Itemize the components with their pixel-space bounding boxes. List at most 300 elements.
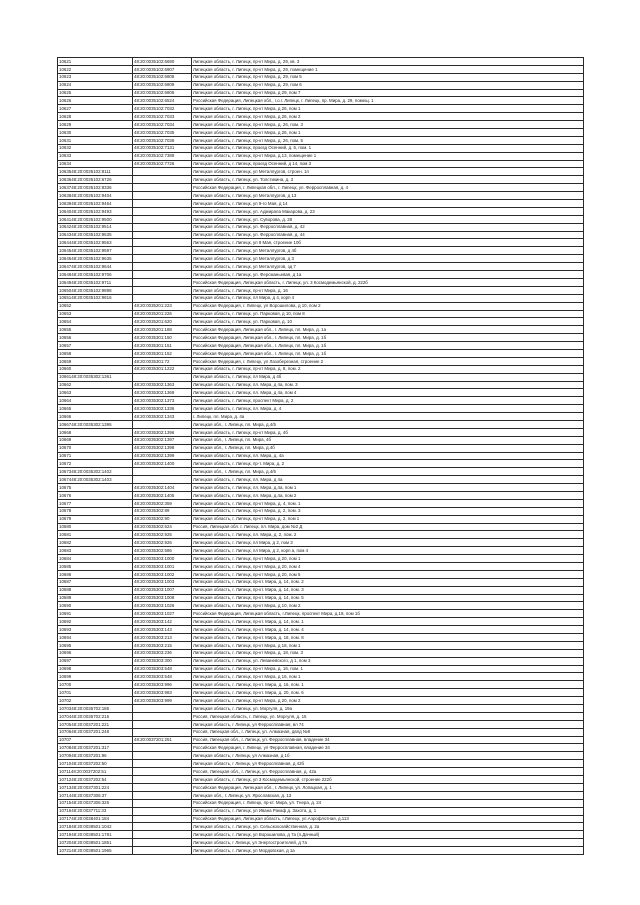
table-row <box>58 539 584 547</box>
table-row <box>58 302 584 310</box>
address-cell: Российская Федерация, г. Липецк, ул Ферросплавная, владение 34 <box>192 744 584 752</box>
object-cadastral-number: 48:20:0035102:7034 <box>133 121 192 129</box>
table-row <box>58 531 584 539</box>
object-cadastral-number <box>133 200 192 208</box>
address-cell: Липецкая область, г Липецк, ул Алмазная, д 1б <box>192 752 584 760</box>
plot-cadastral-number: 48:20:0035102:9898 <box>71 287 112 293</box>
table-row <box>58 847 584 855</box>
row-number: 10714 <box>59 792 72 798</box>
address-cell: Липецкая область, г Липецк, ул Энергостроителей, д 7а <box>192 839 584 847</box>
object-cadastral-number <box>133 744 192 752</box>
row-number-cell <box>58 468 133 476</box>
row-number: 10703 <box>59 705 72 711</box>
row-number-cell <box>58 286 133 294</box>
address-cell: Липецкая область, г. Липецк, ул Металлургов, зд 7 <box>192 263 584 271</box>
row-number-cell <box>58 349 133 357</box>
address-cell: Липецкая область, г. Липецк, пр-кт Мира, д. 2, пом. 3 <box>192 507 584 515</box>
table-row <box>58 436 584 444</box>
address-cell: Липецкая область, г. Липецк, пл. Мира, д. 2, пом. 2 <box>192 531 584 539</box>
object-cadastral-number: 48:20:0035102:6690 <box>133 58 192 66</box>
object-cadastral-number: 48:20:0035303:143 <box>133 626 192 634</box>
row-number-cell <box>58 712 133 720</box>
table-row <box>58 129 584 137</box>
plot-cadastral-number: 48:20:0035102:9500 <box>71 216 112 222</box>
row-number-cell <box>58 365 133 373</box>
row-number-cell <box>58 357 133 365</box>
table-row <box>58 247 584 255</box>
row-number-cell <box>58 310 133 318</box>
plot-cadastral-number: 48:20:0035102:8336 <box>71 184 112 190</box>
row-number: 10652 <box>59 303 72 309</box>
row-number: 10677 <box>59 500 72 506</box>
row-number: 10632 <box>59 145 72 151</box>
object-cadastral-number <box>133 728 192 736</box>
object-cadastral-number <box>133 294 192 302</box>
row-number: 10693 <box>59 626 72 632</box>
address-cell: Липецкая область, г. Липецк, пл Мира, д 4, корп 4 <box>192 294 584 302</box>
address-cell: Липецкая область, г. Липецк, пр-кт Мира, д. 26, пом. 3 <box>192 121 584 129</box>
row-number-cell <box>58 570 133 578</box>
object-cadastral-number <box>133 286 192 294</box>
object-cadastral-number: 48:20:0035302:1369 <box>133 389 192 397</box>
row-number-cell <box>58 207 133 215</box>
object-cadastral-number <box>133 815 192 823</box>
row-number: 10655 <box>59 326 72 332</box>
object-cadastral-number: 48:20:0035302:1373 <box>133 397 192 405</box>
row-number-cell <box>58 618 133 626</box>
object-cadastral-number: 48:20:0035302:359 <box>133 499 192 507</box>
address-cell: Липецкая область, г. Липецк, пр-кт. Мира, д. 18, пом. 8 <box>192 634 584 642</box>
table-row <box>58 555 584 563</box>
object-cadastral-number: 48:20:0035302:1398 <box>133 444 192 452</box>
row-number: 10687 <box>59 579 72 585</box>
table-row <box>58 97 584 105</box>
address-cell: Российская Федерация, г. Липецкая обл., г. Липецк, ул. Ферросплавная, д. 4 <box>192 184 584 192</box>
row-number-cell <box>58 705 133 713</box>
plot-cadastral-number: 48:20:0037711:33 <box>71 808 107 814</box>
row-number-cell <box>58 594 133 602</box>
object-cadastral-number <box>133 271 192 279</box>
row-number: 10639 <box>59 200 72 206</box>
table-row <box>58 389 584 397</box>
object-cadastral-number <box>133 420 192 428</box>
table-row <box>58 334 584 342</box>
plot-cadastral-number: 48:20:0035302:1361 <box>71 374 112 380</box>
address-cell: Липецкая область, г. Липецк, проезд Осенний, д. 5, пом. 1 <box>192 144 584 152</box>
row-number-cell <box>58 783 133 791</box>
table-row <box>58 594 584 602</box>
row-number: 10709 <box>59 753 72 759</box>
row-number: 10695 <box>59 642 72 648</box>
table-row <box>58 570 584 578</box>
row-number-cell <box>58 231 133 239</box>
registry-table-body <box>58 58 584 855</box>
table-row <box>58 776 584 784</box>
table-row <box>58 689 584 697</box>
object-cadastral-number: 48:20:0035102:7033 <box>133 113 192 121</box>
table-row <box>58 294 584 302</box>
row-number-cell <box>58 641 133 649</box>
row-number-cell <box>58 215 133 223</box>
address-cell: Россия, Липецкая обл., г. Липецк, ул. Ферросплавная, владение 34 <box>192 736 584 744</box>
table-row <box>58 349 584 357</box>
address-cell: Липецкая область, г. Липецк, ул Мордовская, д 1а <box>192 847 584 855</box>
row-number-cell <box>58 247 133 255</box>
row-number: 10716 <box>59 808 72 814</box>
row-number: 10686 <box>59 571 72 577</box>
address-cell: Липецкая область, г. Липецк, пр-кт. Мира, д. 20, пом. 6 <box>192 689 584 697</box>
table-row <box>58 65 584 73</box>
table-row <box>58 744 584 752</box>
address-cell: Липецкая область, г. Липецк, ул. Ферсманьевая, д 1а <box>192 271 584 279</box>
row-number: 10715 <box>59 800 72 806</box>
row-number-cell <box>58 634 133 642</box>
table-row <box>58 626 584 634</box>
table-row <box>58 215 584 223</box>
table-row <box>58 176 584 184</box>
table-row <box>58 578 584 586</box>
table-row <box>58 160 584 168</box>
plot-cadastral-number: 48:20:0035102:9711 <box>71 279 112 285</box>
row-number-cell <box>58 334 133 342</box>
table-row <box>58 634 584 642</box>
row-number-cell <box>58 689 133 697</box>
object-cadastral-number: 48:20:0035302:925 <box>133 531 192 539</box>
object-cadastral-number <box>133 184 192 192</box>
row-number-cell <box>58 278 133 286</box>
address-cell: Липецкая область, г. Липецк, пр-кт Мира, д 16, пом 1 <box>192 673 584 681</box>
row-number: 10647 <box>59 263 72 269</box>
address-cell: Российская Федерация, г. Липецк, ул Ворошилова, д 10, пом 2 <box>192 302 584 310</box>
object-cadastral-number: 48:20:0035102:7032 <box>133 105 192 113</box>
row-number-cell <box>58 697 133 705</box>
object-cadastral-number: 48:20:0035302:1405 <box>133 491 192 499</box>
address-cell: Липецкая область, г. Липецк, ул Ивана Ракаф д. Захота, д. 1 <box>192 807 584 815</box>
row-number: 10660 <box>59 366 72 372</box>
row-number: 10638 <box>59 192 72 198</box>
row-number-cell <box>58 476 133 484</box>
object-cadastral-number: 48:20:0035102:7036 <box>133 136 192 144</box>
address-cell: Липецкая область, г. Липецк, пр-кт Мира, д. 16, пом. 1 <box>192 665 584 673</box>
address-cell: Липецкая область, г. Липецк, пл Мира, д 2, корп а, пом 4 <box>192 547 584 555</box>
table-row <box>58 231 584 239</box>
row-number-cell <box>58 444 133 452</box>
row-number-cell <box>58 420 133 428</box>
row-number-cell <box>58 807 133 815</box>
object-cadastral-number <box>133 231 192 239</box>
address-cell: Липецкая область, г. Липецк, пр-кт Мира, д 20, пом 1 <box>192 555 584 563</box>
address-cell: Липецкая область, г. Липецк, пр-кт Мира, д 20, пом 4 <box>192 563 584 571</box>
row-number: 10702 <box>59 697 72 703</box>
table-row <box>58 586 584 594</box>
row-number: 10684 <box>59 555 72 561</box>
object-cadastral-number: 48:20:0035201:188 <box>133 326 192 334</box>
object-cadastral-number: 48:20:0035302:90 <box>133 515 192 523</box>
object-cadastral-number: 48:20:0035301:1222 <box>133 365 192 373</box>
object-cadastral-number: 48:20:0035302:1399 <box>133 452 192 460</box>
row-number: 10707 <box>59 737 72 743</box>
address-cell: Липецкая область, г. Липецк, пр-кт Мира, д 18, пом 1 <box>192 641 584 649</box>
table-row <box>58 81 584 89</box>
row-number: 10664 <box>59 397 72 403</box>
object-cadastral-number <box>133 768 192 776</box>
row-number-cell <box>58 460 133 468</box>
address-cell: Липецкая область, г. Липецк, пр-кт Мира, д 29, пом 7 <box>192 89 584 97</box>
plot-cadastral-number: 48:20:0035102:6726 <box>71 177 112 183</box>
table-row <box>58 484 584 492</box>
address-cell: Липецкая область, г. Липецк, пр-кт Мира, д 20, пом 5 <box>192 570 584 578</box>
row-number-cell <box>58 255 133 263</box>
row-number-cell <box>58 602 133 610</box>
row-number: 10694 <box>59 634 72 640</box>
table-row <box>58 681 584 689</box>
row-number-cell <box>58 381 133 389</box>
table-row <box>58 263 584 271</box>
row-number: 10663 <box>59 390 72 396</box>
row-number-cell <box>58 539 133 547</box>
row-number: 10720 <box>59 839 72 845</box>
object-cadastral-number <box>133 278 192 286</box>
row-number-cell <box>58 752 133 760</box>
table-row <box>58 184 584 192</box>
row-number-cell <box>58 294 133 302</box>
row-number: 10699 <box>59 674 72 680</box>
row-number-cell <box>58 239 133 247</box>
row-number: 10621 <box>59 58 72 64</box>
address-cell: Липецкая область, г. Липецк, ул Ворошилова, д 7а (п.Дачный) <box>192 831 584 839</box>
plot-cadastral-number: 48:20:0035102:9706 <box>71 271 112 277</box>
address-cell: Липецкая область, г. Липецк, пл Мира, д 2, пом 3 <box>192 539 584 547</box>
address-cell: г. Липецк, пл. Мира, д. 4а <box>192 413 584 421</box>
address-cell: Липецкая область, г. Липецк, пр-кт Мира, д. 4, пом. 1 <box>192 499 584 507</box>
row-number-cell <box>58 839 133 847</box>
object-cadastral-number <box>133 712 192 720</box>
table-row <box>58 121 584 129</box>
row-number: 10675 <box>59 484 72 490</box>
object-cadastral-number: 48:20:0035301:150 <box>133 334 192 342</box>
object-cadastral-number <box>133 847 192 855</box>
address-cell: Липецкая область, г. Липецк, ул 9 Мая, строение 10б <box>192 239 584 247</box>
address-cell: Липецкая область, г. Липецк, ул Металлургов, д 13 <box>192 192 584 200</box>
object-cadastral-number <box>133 468 192 476</box>
object-cadastral-number: 48:20:0035301:151 <box>133 342 192 350</box>
table-row <box>58 697 584 705</box>
table-row <box>58 476 584 484</box>
table-row <box>58 405 584 413</box>
object-cadastral-number: 48:20:0035102:6809 <box>133 81 192 89</box>
object-cadastral-number <box>133 807 192 815</box>
row-number: 10690 <box>59 603 72 609</box>
row-number: 10671 <box>59 453 72 459</box>
address-cell: Российская Федерация, Липецкая обл., г. Липецк, пл. Мира, д. 1б <box>192 349 584 357</box>
table-row <box>58 791 584 799</box>
table-row <box>58 720 584 728</box>
row-number-cell <box>58 144 133 152</box>
row-number: 10633 <box>59 153 72 159</box>
object-cadastral-number: 48:20:0035302:1363 <box>133 381 192 389</box>
address-cell: Россия, Липецкая обл., г. Липецк, ул. Ферросплавная, д. 42а <box>192 768 584 776</box>
row-number: 10646 <box>59 255 72 261</box>
address-cell: Липецкая область, г. Липецк, ул. Моргуля, д. 19а <box>192 705 584 713</box>
address-cell: Липецкая область, г. Липецк, пр-кт Мира, д 26, пом 1 <box>192 129 584 137</box>
table-row <box>58 192 584 200</box>
address-cell: Липецкая обл., г. Липецк, пл. Мира, д.4/5 <box>192 420 584 428</box>
row-number-cell <box>58 768 133 776</box>
row-number: 10643 <box>59 232 72 238</box>
address-cell: Липецкая обл., г. Липецк, пл. Мира, д.4/6 <box>192 468 584 476</box>
row-number-cell <box>58 160 133 168</box>
row-number: 10668 <box>59 429 72 435</box>
plot-cadastral-number: 48:20:0037202:50 <box>71 760 107 766</box>
row-number-cell <box>58 65 133 73</box>
row-number: 10635 <box>59 169 72 175</box>
row-number-cell <box>58 373 133 381</box>
row-number-cell <box>58 815 133 823</box>
table-row <box>58 113 584 121</box>
row-number: 10706 <box>59 729 72 735</box>
address-cell: Российская Федерация, Липецкая обл., г. Липецк, пл. Мира, д. 1б <box>192 342 584 350</box>
row-number: 10649 <box>59 279 72 285</box>
table-row <box>58 326 584 334</box>
table-row <box>58 665 584 673</box>
table-row <box>58 373 584 381</box>
table-row <box>58 673 584 681</box>
object-cadastral-number: 48:20:0035303:548 <box>133 665 192 673</box>
row-number: 10622 <box>59 66 72 72</box>
row-number: 10701 <box>59 689 72 695</box>
table-row <box>58 255 584 263</box>
object-cadastral-number: 48:20:0035102:7131 <box>133 144 192 152</box>
row-number: 10676 <box>59 492 72 498</box>
row-number-cell <box>58 681 133 689</box>
object-cadastral-number <box>133 752 192 760</box>
object-cadastral-number <box>133 839 192 847</box>
row-number-cell <box>58 263 133 271</box>
row-number: 10644 <box>59 240 72 246</box>
row-number-cell <box>58 515 133 523</box>
table-row <box>58 768 584 776</box>
address-cell: Липецкая область, г. Липецк, ул 9-го Мая, д 14 <box>192 200 584 208</box>
object-cadastral-number: 48:20:0035303:1008 <box>133 594 192 602</box>
table-row <box>58 641 584 649</box>
row-number: 10654 <box>59 319 72 325</box>
table-row <box>58 207 584 215</box>
table-row <box>58 223 584 231</box>
table-row <box>58 657 584 665</box>
address-cell: Россия, Липецкая область, г. Липецк, ул. Моргуля, д. 15 <box>192 712 584 720</box>
object-cadastral-number <box>133 476 192 484</box>
row-number: 10630 <box>59 129 72 135</box>
table-row <box>58 89 584 97</box>
row-number-cell <box>58 736 133 744</box>
address-cell: Липецкая область, г. Липецк, пл. Мира, д 4а, пом 4 <box>192 389 584 397</box>
plot-cadastral-number: 48:20:0035302:1403 <box>71 476 112 482</box>
object-cadastral-number: 48:20:0035302:1397 <box>133 436 192 444</box>
object-cadastral-number <box>133 776 192 784</box>
object-cadastral-number <box>133 705 192 713</box>
row-number: 10719 <box>59 831 72 837</box>
object-cadastral-number: 48:20:0035302:586 <box>133 547 192 555</box>
object-cadastral-number <box>133 799 192 807</box>
row-number-cell <box>58 436 133 444</box>
row-number-cell <box>58 200 133 208</box>
registry-table <box>57 57 584 855</box>
table-row <box>58 752 584 760</box>
table-row <box>58 58 584 66</box>
plot-cadastral-number: 48:20:0037306:326 <box>71 800 110 806</box>
address-cell: Липецкая область, г Липецк, ул Ферросплавная, вл 74 <box>192 720 584 728</box>
table-row <box>58 460 584 468</box>
row-number-cell <box>58 555 133 563</box>
row-number: 10661 <box>59 374 72 380</box>
plot-cadastral-number: 48:20:0035102:9493 <box>71 208 112 214</box>
row-number: 10700 <box>59 682 72 688</box>
plot-cadastral-number: 48:20:0035102:9535 <box>71 232 112 238</box>
table-row <box>58 168 584 176</box>
table-row <box>58 831 584 839</box>
address-cell: Российская Федерация, Липецкая обл., г.о.г. Липецк, г. Липецк, пр. Мира, д. 29, помещ. 1 <box>192 97 584 105</box>
row-number-cell <box>58 649 133 657</box>
row-number: 10640 <box>59 208 72 214</box>
address-cell: Липецкая область, г. Липецк, ул Металлургов, д 4б <box>192 247 584 255</box>
row-number: 10698 <box>59 666 72 672</box>
object-cadastral-number: 48:20:0035303:300 <box>133 657 192 665</box>
table-row <box>58 728 584 736</box>
table-row <box>58 397 584 405</box>
object-cadastral-number <box>133 760 192 768</box>
plot-cadastral-number: 48:20:0035102:9464 <box>71 200 112 206</box>
address-cell: Российская Федерация, Липецкая область, г.Липецк, ул.Аэрофлотная, д.113 <box>192 815 584 823</box>
row-number-cell <box>58 105 133 113</box>
plot-cadastral-number: 48:20:0037201:317 <box>71 745 110 751</box>
address-cell: Липецкая область, г. Липецк, пр-кт. Мира, д. 14, пом. 2 <box>192 578 584 586</box>
plot-cadastral-number: 48:20:0035702:215 <box>71 713 110 719</box>
address-cell: Липецкая область, г. Липецк, пл. Мира, д 4а <box>192 476 584 484</box>
object-cadastral-number: 48:20:0035102:7389 <box>133 152 192 160</box>
address-cell: Липецкая область, г. Липецк, пр-кт. Мира, д. 14, пом. 1 <box>192 618 584 626</box>
object-cadastral-number: 48:20:0035201:223 <box>133 302 192 310</box>
address-cell: Липецкая область, г. Липецк, ул Металлургов, д 3 <box>192 255 584 263</box>
row-number: 10634 <box>59 161 72 167</box>
object-cadastral-number <box>133 215 192 223</box>
table-row <box>58 563 584 571</box>
row-number: 10656 <box>59 334 72 340</box>
row-number: 10665 <box>59 405 72 411</box>
table-row <box>58 452 584 460</box>
address-cell: Российская Федерация, Липецкая обл., г. Липецк, ул. Лопацкая, д. 1 <box>192 783 584 791</box>
object-cadastral-number <box>133 255 192 263</box>
object-cadastral-number: 48:20:0035303:215 <box>133 641 192 649</box>
row-number: 10662 <box>59 382 72 388</box>
row-number: 10628 <box>59 113 72 119</box>
address-cell: Липецкая область, г. Липецк, пр-кт Мира, д. 29, помещение 1 <box>192 65 584 73</box>
row-number: 10648 <box>59 271 72 277</box>
object-cadastral-number: 48:20:0035303:983 <box>133 689 192 697</box>
row-number-cell <box>58 728 133 736</box>
address-cell: Липецкая область, г. Липецк, ул. Парковая, д. 10 <box>192 318 584 326</box>
row-number-cell <box>58 791 133 799</box>
address-cell: Липецкая область, г. Липецк, пл Мира, д 4б <box>192 373 584 381</box>
row-number-cell <box>58 302 133 310</box>
address-cell: Липецкая область, г. Липецк, пр-кт. Мира, д. 16, пом. 1 <box>192 681 584 689</box>
address-cell: Липецкая область, г. Липецк, ул. Ферросплавная, д. 42 <box>192 223 584 231</box>
row-number: 10681 <box>59 532 72 538</box>
row-number: 10674 <box>59 476 72 482</box>
address-cell: Липецкая область, г. Липецк, ул. Суворова, д. 28 <box>192 215 584 223</box>
row-number: 10704 <box>59 713 72 719</box>
address-cell: Липецкая область, г. Липецк, ул. Толстикина, д. 3 <box>192 176 584 184</box>
table-row <box>58 602 584 610</box>
